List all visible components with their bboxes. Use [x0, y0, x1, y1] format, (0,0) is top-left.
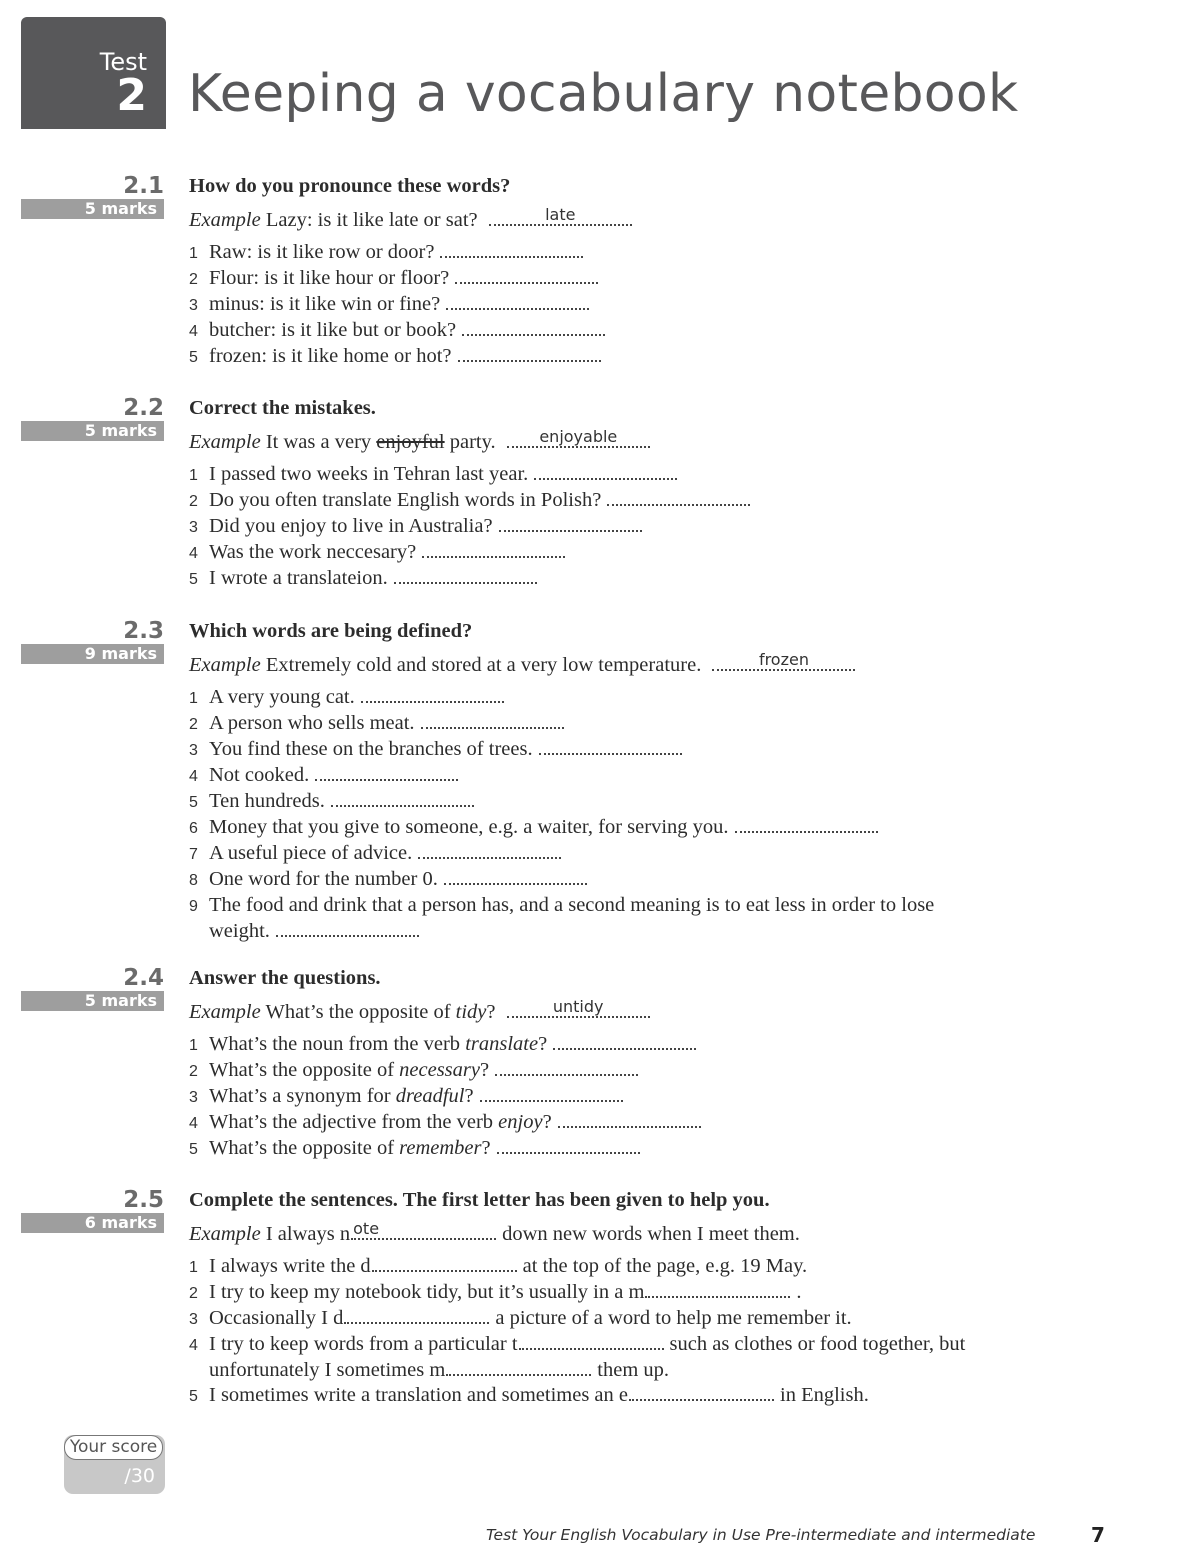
list-item: 1 Raw: is it like row or door? [189, 240, 605, 266]
tab-label: Test [99, 48, 147, 76]
marks-badge: 5 marks [21, 421, 164, 441]
answer-blank[interactable] [712, 650, 855, 671]
answer-blank[interactable] [421, 712, 564, 729]
answer-blank[interactable] [539, 738, 682, 755]
section-number: 2.1 [123, 173, 164, 199]
book-title-footer: Test Your English Vocabulary in Use Pre-intermediate and intermediate [486, 1526, 1036, 1544]
list-item: 3 What’s a synonym for dreadful? [189, 1084, 701, 1110]
list-item-continuation: unfortunately I sometimes m them up. [209, 1359, 670, 1381]
test-number-tab [21, 17, 166, 129]
answer-blank[interactable] [507, 997, 650, 1018]
list-item: 7 A useful piece of advice. [189, 841, 934, 867]
answer-blank[interactable] [394, 567, 537, 584]
handwritten-answer: enjoyable [539, 427, 618, 446]
list-item: 1 What’s the noun from the verb translate? [189, 1032, 701, 1058]
handwritten-answer: late [545, 205, 576, 224]
answer-blank[interactable] [495, 1059, 638, 1076]
answer-blank[interactable] [331, 790, 474, 807]
marks-badge: 5 marks [21, 991, 164, 1011]
list-item: 4 I try to keep words from a particular t such as clothes or food together, but [189, 1333, 966, 1355]
answer-blank[interactable] [458, 345, 601, 362]
marks-badge: 9 marks [21, 644, 164, 664]
tab-number: 2 [116, 70, 147, 121]
answer-blank[interactable] [735, 816, 878, 833]
answer-blank[interactable] [480, 1085, 623, 1102]
answer-blank[interactable] [344, 1307, 489, 1324]
list-item: 4 Not cooked. [189, 763, 934, 789]
question-list [189, 1032, 701, 1162]
question-list [189, 685, 934, 944]
list-item: 5 I sometimes write a translation and sometimes an e in English. [189, 1384, 869, 1406]
answer-blank[interactable] [519, 1333, 664, 1350]
answer-blank[interactable] [489, 205, 632, 226]
answer-blank[interactable] [446, 1359, 591, 1376]
answer-blank[interactable] [446, 293, 589, 310]
section-number: 2.5 [123, 1187, 164, 1213]
list-item: 1 I passed two weeks in Tehran last year. [189, 462, 750, 488]
score-total: /30 [124, 1465, 155, 1487]
answer-blank[interactable] [444, 868, 587, 885]
answer-blank[interactable] [534, 463, 677, 480]
page-number: 7 [1091, 1523, 1105, 1547]
list-item: 4 Was the work neccesary? [189, 540, 750, 566]
list-item: 3 You find these on the branches of trees. [189, 737, 934, 763]
marks-badge: 6 marks [21, 1213, 164, 1233]
list-item: 1 I always write the d at the top of the page, e.g. 19 May. [189, 1255, 808, 1277]
list-item: 5 frozen: is it like home or hot? [189, 344, 605, 370]
answer-blank[interactable] [558, 1111, 701, 1128]
handwritten-answer: untidy [552, 997, 604, 1016]
question-list [189, 462, 750, 592]
score-label: Your score [64, 1435, 163, 1460]
list-item: 5 What’s the opposite of remember? [189, 1136, 701, 1162]
example: Example What’s the opposite of tidy? untidy [189, 998, 650, 1026]
list-item: 2 A person who sells meat. [189, 711, 934, 737]
answer-blank[interactable] [440, 241, 583, 258]
example: Example I always n ote down new words when I meet them. [189, 1219, 800, 1245]
answer-blank[interactable] [372, 1255, 517, 1272]
instruction: Complete the sentences. The first letter has been given to help you. [189, 1189, 770, 1211]
list-item: 2 What’s the opposite of necessary? [189, 1058, 701, 1084]
question-list [189, 240, 605, 370]
page-title: Keeping a vocabulary notebook [188, 64, 1019, 124]
list-item: 2 I try to keep my notebook tidy, but it’s usually in a m . [189, 1281, 802, 1303]
answer-blank[interactable] [422, 541, 565, 558]
instruction: Answer the questions. [189, 967, 381, 989]
list-item: 1 A very young cat. [189, 685, 934, 711]
answer-blank[interactable] [462, 319, 605, 336]
list-item: 6 Money that you give to someone, e.g. a waiter, for serving you. [189, 815, 934, 841]
answer-blank[interactable] [497, 1137, 640, 1154]
instruction: Correct the mistakes. [189, 397, 376, 419]
answer-blank[interactable] [645, 1281, 790, 1298]
example: Example Extremely cold and stored at a very low temperature. frozen [189, 651, 855, 679]
list-item: 2 Flour: is it like hour or floor? [189, 266, 605, 292]
list-item: 8 One word for the number 0. [189, 867, 934, 893]
list-item: 2 Do you often translate English words in Polish? [189, 488, 750, 514]
answer-blank[interactable] [276, 920, 419, 937]
handwritten-answer: ote [353, 1219, 380, 1238]
handwritten-answer: frozen [758, 650, 809, 669]
marks-badge: 5 marks [21, 199, 164, 219]
list-item: 5 Ten hundreds. [189, 789, 934, 815]
answer-blank[interactable] [499, 515, 642, 532]
section-number: 2.4 [123, 965, 164, 991]
answer-blank[interactable] [553, 1033, 696, 1050]
answer-blank[interactable] [361, 686, 504, 703]
section-number: 2.2 [123, 395, 164, 421]
score-box [64, 1435, 165, 1494]
answer-blank[interactable] [351, 1219, 496, 1240]
list-item: 3 minus: is it like win or fine? [189, 292, 605, 318]
answer-blank[interactable] [418, 842, 561, 859]
list-item: 3 Occasionally I d a picture of a word to help me remember it. [189, 1307, 852, 1329]
example: Example It was a very enjoyful party. enjoyable [189, 428, 650, 456]
list-item: 3 Did you enjoy to live in Australia? [189, 514, 750, 540]
list-item: 4 What’s the adjective from the verb enjoy? [189, 1110, 701, 1136]
list-item-continuation: weight. [189, 919, 934, 944]
answer-blank[interactable] [455, 267, 598, 284]
list-item: 5 I wrote a translateion. [189, 566, 750, 592]
instruction: Which words are being defined? [189, 620, 473, 642]
question-list [189, 1254, 965, 1409]
section-number: 2.3 [123, 618, 164, 644]
list-item: 9 The food and drink that a person has, and a second meaning is to eat less in order to lose [189, 894, 935, 916]
answer-blank[interactable] [507, 427, 650, 448]
answer-blank[interactable] [629, 1384, 774, 1401]
instruction: How do you pronounce these words? [189, 175, 511, 197]
list-item: 4 butcher: is it like but or book? [189, 318, 605, 344]
answer-blank[interactable] [315, 764, 458, 781]
example: Example Lazy: is it like late or sat? late [189, 206, 632, 234]
answer-blank[interactable] [607, 489, 750, 506]
struck-word: enjoyful [376, 431, 445, 453]
